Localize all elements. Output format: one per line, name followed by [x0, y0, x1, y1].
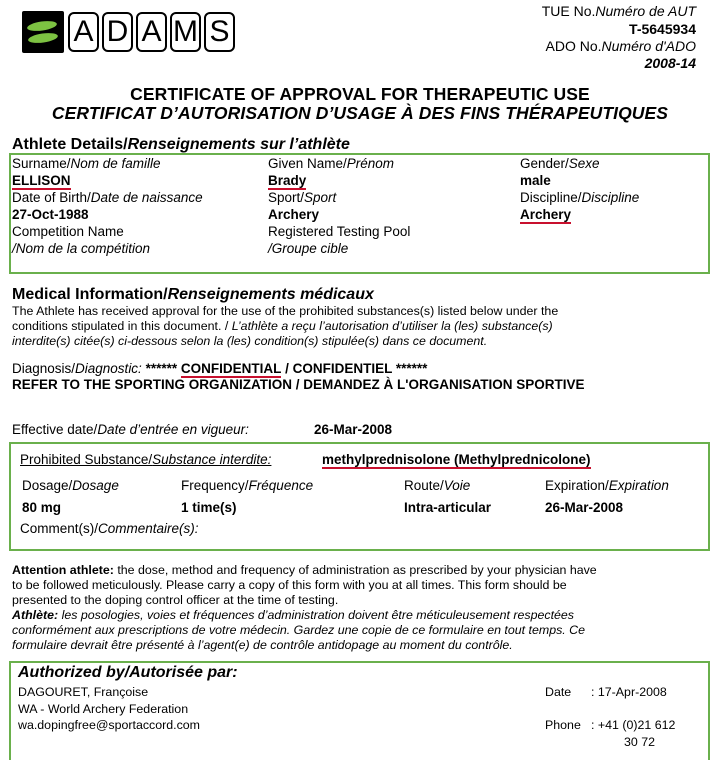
- pool-label: Registered Testing Pool: [268, 224, 411, 239]
- medical-text-line1: The Athlete has received approval for the use of the prohibited substances(s) listed below under the: [12, 304, 559, 318]
- authorized-heading: Authorized by/Autorisée par:: [18, 664, 238, 681]
- auth-date-label: Date: [545, 685, 572, 699]
- auth-phone-line2: 30 72: [624, 735, 656, 749]
- ado-label: ADO No.Numéro d'ADO: [545, 38, 696, 54]
- route-label: Route/Voie: [404, 478, 471, 493]
- diagnosis-line: Diagnosis/Diagnostic: ****** CONFIDENTIAL / CONFIDENTIEL ******: [12, 361, 428, 376]
- ado-number: 2008-14: [644, 55, 696, 71]
- dosage-value: 80 mg: [22, 500, 62, 515]
- competition-label-fr: /Nom de la compétition: [12, 241, 151, 256]
- attention-en-line1: Attention athlete: the dose, method and frequency of administration as prescribed by your physician have: [12, 563, 597, 577]
- attention-fr-line3: formulaire devrait être présenté à l’agent(e) de contrôle antidopage au moment du contrôle.: [12, 638, 513, 652]
- gender-value: male: [520, 173, 551, 188]
- dob-label: Date of Birth/Date de naissance: [12, 190, 203, 205]
- given-name-value: Brady: [268, 173, 307, 188]
- route-value: Intra-articular: [404, 500, 492, 515]
- attention-en-line2: to be followed meticulously. Please carry a copy of this form with you at all times. This form should be: [12, 578, 567, 592]
- discipline-label: Discipline/Discipline: [520, 190, 640, 205]
- tue-label: TUE No.Numéro de AUT: [541, 3, 696, 19]
- surname-value: ELLISON: [12, 173, 71, 188]
- attention-fr-line1: Athlète: les posologies, voies et fréquences d’administration doivent être méticuleusement respectées: [12, 608, 574, 622]
- frequency-label: Frequency/Fréquence: [181, 478, 314, 493]
- logo-letter: A: [68, 12, 99, 52]
- diagnosis-confidential: CONFIDENTIAL: [180, 361, 282, 376]
- substance-label: Prohibited Substance/Substance interdite:: [20, 452, 272, 467]
- certificate-title-en: CERTIFICATE OF APPROVAL FOR THERAPEUTIC USE: [130, 84, 590, 104]
- adams-leaf-logo-icon: [22, 11, 64, 53]
- adams-logo: [22, 10, 235, 54]
- tue-number: T-5645934: [629, 21, 696, 37]
- surname-label: Surname/Nom de famille: [12, 156, 161, 171]
- pool-label-fr: /Groupe cible: [268, 241, 349, 256]
- attention-en-line3: presented to the doping control officer at the time of testing.: [12, 593, 339, 607]
- effective-date-value: 26-Mar-2008: [314, 422, 393, 437]
- effective-date-label: Effective date/Date d’entrée en vigueur:: [12, 422, 249, 437]
- authorizer-name: DAGOURET, Françoise: [18, 685, 149, 699]
- given-name-label: Given Name/Prénom: [268, 156, 395, 171]
- sport-label: Sport/Sport: [268, 190, 337, 205]
- auth-phone-label: Phone: [545, 718, 581, 732]
- substance-value: methylprednisolone (Methylprednicolone): [322, 452, 591, 467]
- certificate-title-fr: CERTIFICAT D’AUTORISATION D’USAGE À DES FINS THÉRAPEUTIQUES: [51, 103, 669, 123]
- frequency-value: 1 time(s): [181, 500, 237, 515]
- authorizer-org: WA - World Archery Federation: [18, 702, 189, 716]
- expiration-value: 26-Mar-2008: [545, 500, 624, 515]
- medical-text-line3: interdite(s) citée(s) ci-dessous selon la (les) condition(s) stipulée(s) dans ce document.: [12, 334, 488, 348]
- discipline-value: Archery: [520, 207, 572, 222]
- athlete-details-heading: Athlete Details/Renseignements sur l’athlète: [12, 136, 350, 153]
- auth-phone-line1: : +41 (0)21 612: [591, 718, 676, 732]
- logo-wordmark: [68, 12, 235, 52]
- dob-value: 27-Oct-1988: [12, 207, 89, 222]
- authorizer-email[interactable]: wa.dopingfree@sportaccord.com: [18, 718, 201, 732]
- medical-info-heading: Medical Information/Renseignements médicaux: [12, 286, 374, 303]
- competition-label: Competition Name: [12, 224, 124, 239]
- logo-letter: S: [204, 12, 235, 52]
- logo-letter: M: [170, 12, 201, 52]
- refer-line: REFER TO THE SPORTING ORGANIZATION / DEMANDEZ À L'ORGANISATION SPORTIVE: [12, 377, 585, 392]
- auth-date-value: : 17-Apr-2008: [591, 685, 667, 699]
- gender-label: Gender/Sexe: [520, 156, 600, 171]
- sport-value: Archery: [268, 207, 320, 222]
- comments-label: Comment(s)/Commentaire(s):: [20, 521, 199, 536]
- logo-letter: D: [102, 12, 133, 52]
- medical-text-line2: conditions stipulated in this document. / L’athlète a reçu l’autorisation d’utiliser la (les) substance(s): [12, 319, 553, 333]
- logo-letter: A: [136, 12, 167, 52]
- expiration-label: Expiration/Expiration: [545, 478, 669, 493]
- attention-fr-line2: conformément aux prescriptions de votre médecin. Gardez une copie de ce formulaire en tout temps. Ce: [12, 623, 586, 637]
- dosage-label: Dosage/Dosage: [22, 478, 119, 493]
